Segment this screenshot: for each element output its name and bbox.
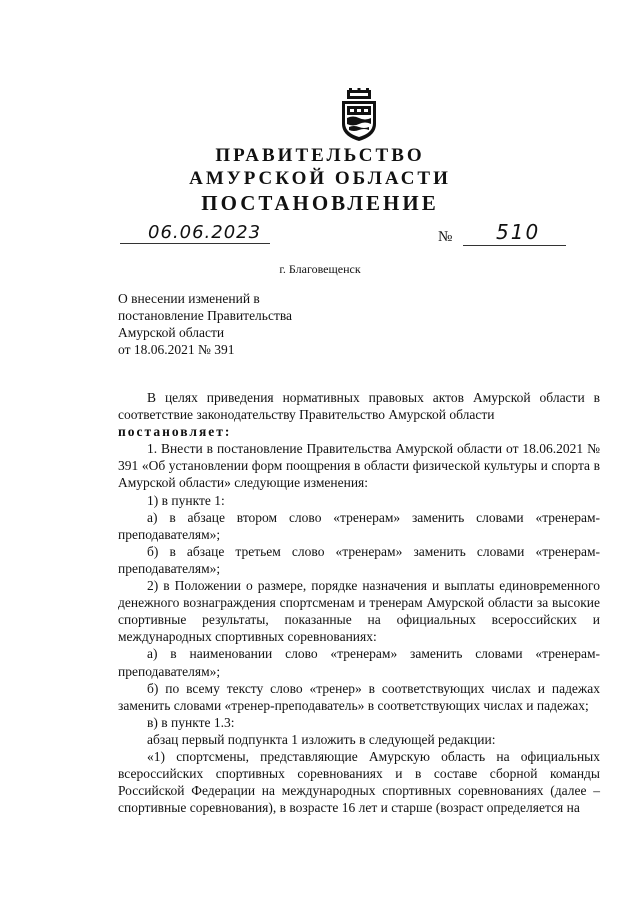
- subject-line: постановление Правительства: [118, 308, 293, 323]
- document-number: 510: [496, 220, 541, 244]
- body-paragraph: «1) спортсмены, представляющие Амурскую область на официальных всероссийских спортивных соревнованиях и в составе сборной команды Российской Федерации на международных спортивных соревнованиях (далее – спортивные соревнования), в возрасте 16 лет и старше (возраст определяется на: [118, 748, 600, 816]
- resolves-word: постановляет:: [118, 424, 232, 440]
- amur-coat-of-arms-emblem: [338, 88, 380, 142]
- number-label: №: [438, 229, 453, 245]
- body-paragraph: а) в наименовании слово «тренерам» заменить словами «тренерам-преподавателям»;: [118, 646, 600, 679]
- city-name: г. Благовещенск: [279, 262, 361, 276]
- organization-name-line1: ПРАВИТЕЛЬСТВО: [215, 145, 425, 166]
- body-paragraph: б) по всему тексту слово «тренер» в соответствующих числах и падежах заменить словами «тренер-преподаватель» в соответствующих числах и падежах;: [118, 680, 600, 713]
- body-paragraph: 1) в пункте 1:: [147, 492, 225, 508]
- number-underline: [463, 245, 566, 246]
- document-date: 06.06.2023: [148, 222, 262, 243]
- subject-line: от 18.06.2021 № 391: [118, 342, 235, 357]
- body-paragraph: 2) в Положении о размере, порядке назначения и выплаты единовременного денежного вознаграждения спортсменам и тренерам Амурской области за высокие спортивные результаты, показанные на официальных всероссийских и международных спортивных соревнованиях:: [118, 578, 600, 645]
- body-paragraph: б) в абзаце третьем слово «тренерам» заменить словами «тренерам-преподавателям»;: [118, 543, 600, 576]
- body-paragraph: а) в абзаце втором слово «тренерам» заменить словами «тренерам-преподавателям»;: [118, 509, 600, 542]
- organization-name-line2: АМУРСКОЙ ОБЛАСТИ: [189, 168, 451, 189]
- document-type-title: ПОСТАНОВЛЕНИЕ: [201, 191, 439, 215]
- document-subject: [118, 290, 348, 358]
- body-paragraph-intro: В целях приведения нормативных правовых актов Амурской области в соответствие законодательству Правительство Амурской области: [118, 390, 600, 423]
- body-paragraph: 1. Внести в постановление Правительства Амурской области от 18.06.2021 № 391 «Об установлении форм поощрения в области физической культуры и спорта в Амурской области» следующие изменения:: [118, 441, 600, 491]
- subject-line: О внесении изменений в: [118, 291, 260, 306]
- date-underline: [120, 243, 270, 244]
- document-body: [118, 389, 600, 816]
- subject-line: Амурской области: [118, 325, 225, 340]
- body-paragraph: абзац первый подпункта 1 изложить в следующей редакции:: [147, 731, 496, 747]
- body-paragraph: в) в пункте 1.3:: [147, 714, 235, 730]
